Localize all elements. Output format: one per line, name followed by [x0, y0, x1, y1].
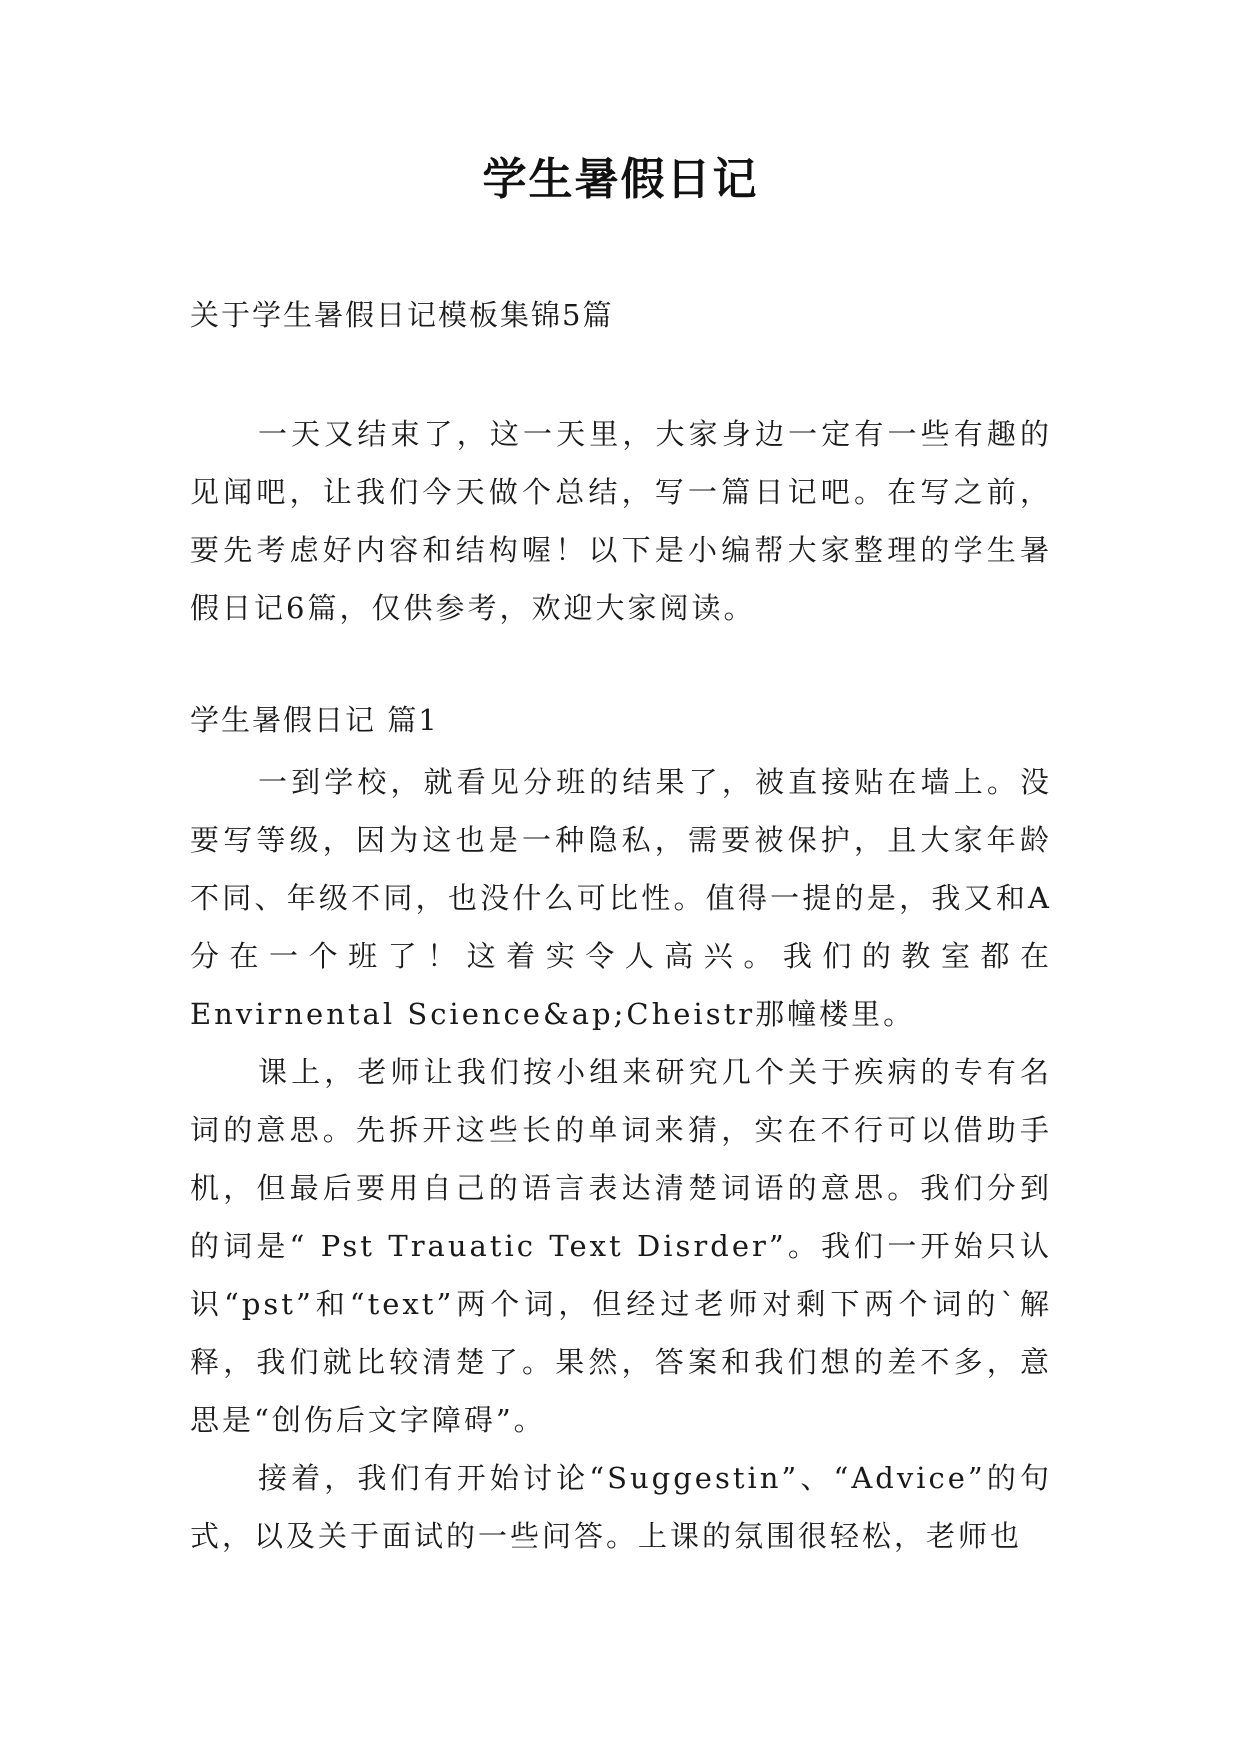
document-title: 学生暑假日记	[482, 154, 759, 205]
section-heading: 学生暑假日记 篇1	[190, 703, 439, 737]
document-subtitle: 关于学生暑假日记模板集锦5篇	[190, 298, 614, 332]
intro-paragraph: 一天又结束了，这一天里，大家身边一定有一些有趣的见闻吧，让我们今天做个总结，写一篇日记吧。在写之前，要先考虑好内容和结构喔！以下是小编帮大家整理的学生暑假日记6篇，仅供参考，欢迎大家阅读。	[190, 417, 1052, 625]
body-paragraph: 接着，我们有开始讨论“Suggestin”、“Advice”的句式，以及关于面试的一些问答。上课的氛围很轻松，老师也	[190, 1461, 1052, 1553]
body-paragraph: 一到学校，就看见分班的结果了，被直接贴在墙上。没要写等级，因为这也是一种隐私，需要被保护，且大家年龄不同、年级不同，也没什么可比性。值得一提的是，我又和A分在一个班了！这着实令人高兴。我们的教室都在Envirnental Science&ap;Cheistr那幢楼里。	[190, 765, 1052, 1031]
body-paragraph: 课上，老师让我们按小组来研究几个关于疾病的专有名词的意思。先拆开这些长的单词来猜，实在不行可以借助手机，但最后要用自己的语言表达清楚词语的意思。我们分到的词是“ Pst Trauatic Text Disrder”。我们一开始只认识“pst”和“text”两个词，但经过老师对剩下两个词的`解释，我们就比较清楚了。果然，答案和我们想的差不多，意思是“创伤后文字障碍”。	[190, 1055, 1052, 1437]
